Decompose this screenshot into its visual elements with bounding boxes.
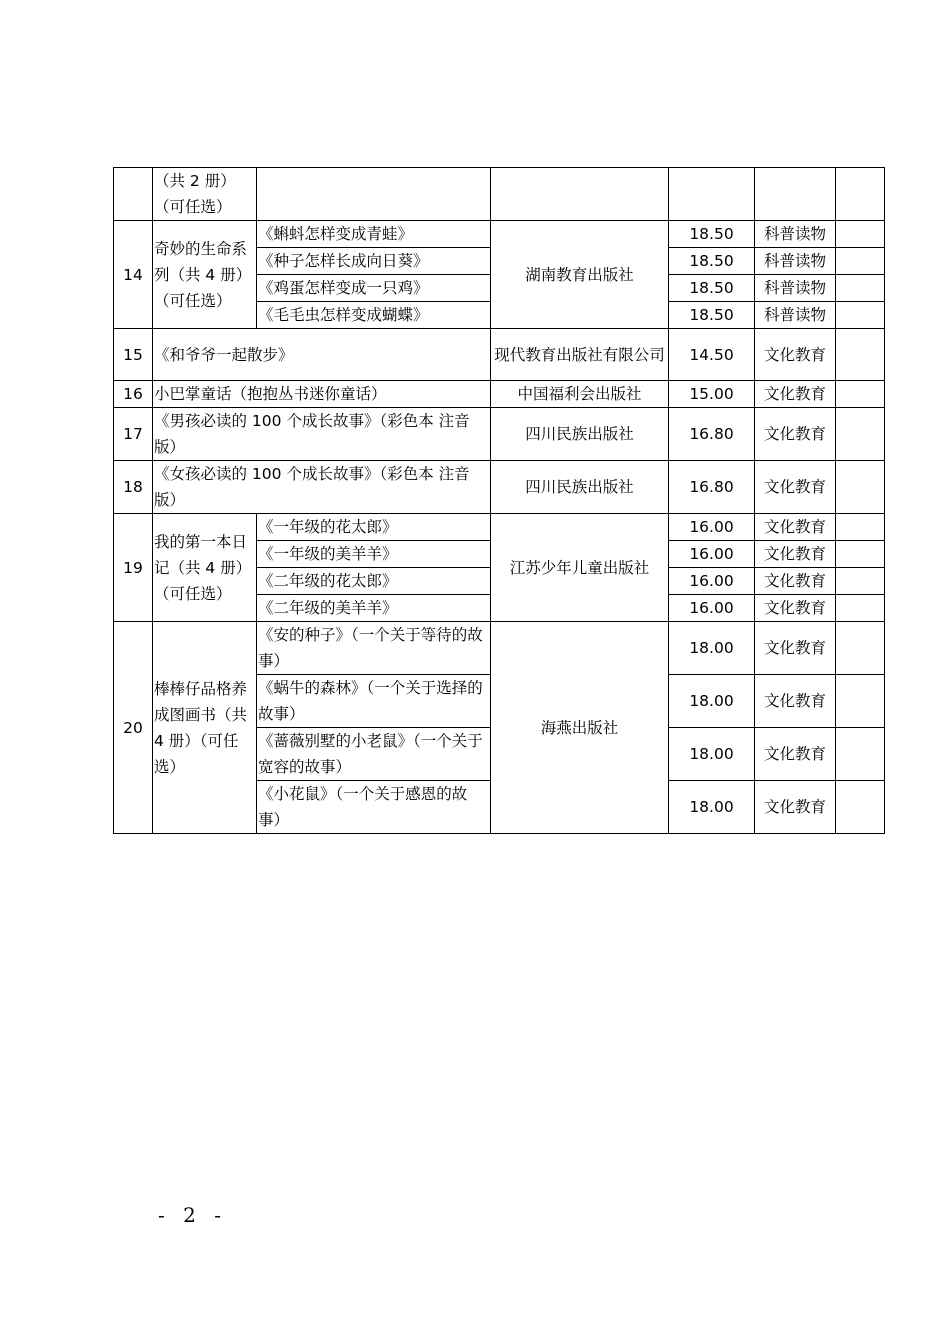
title-cell: 小巴掌童话（抱抱丛书迷你童话） [153,381,491,408]
remark-cell [836,248,885,275]
category-cell: 文化教育 [755,514,836,541]
price-cell: 16.00 [669,568,755,595]
row-number: 18 [114,461,153,514]
category-cell: 文化教育 [755,622,836,675]
category-cell: 文化教育 [755,381,836,408]
price-cell: 18.50 [669,248,755,275]
title-cell: 《种子怎样长成向日葵》 [257,248,491,275]
table-row [114,514,885,541]
title-cell: 《鸡蛋怎样变成一只鸡》 [257,275,491,302]
price-cell: 18.50 [669,275,755,302]
remark-cell [836,302,885,329]
category-cell: 文化教育 [755,541,836,568]
row-number: 19 [114,514,153,622]
publisher-cell: 海燕出版社 [491,622,669,834]
title-cell: 《蔷薇别墅的小老鼠》（一个关于宽容的故事） [257,728,491,781]
title-cell [257,168,491,221]
category-cell: 文化教育 [755,595,836,622]
price-cell: 16.80 [669,461,755,514]
series-cell: 棒棒仔品格养成图画书（共 4 册）（可任选） [153,622,257,834]
publisher-cell: 现代教育出版社有限公司 [491,329,669,381]
row-number [114,168,153,221]
series-cell: （共 2 册）（可任选） [153,168,257,221]
remark-cell [836,408,885,461]
price-cell [669,168,755,221]
price-cell: 16.00 [669,514,755,541]
category-cell [755,168,836,221]
price-cell: 18.00 [669,728,755,781]
row-number: 15 [114,329,153,381]
price-cell: 18.00 [669,781,755,834]
publisher-cell: 四川民族出版社 [491,408,669,461]
title-cell: 《女孩必读的 100 个成长故事》（彩色本 注音版） [153,461,491,514]
remark-cell [836,541,885,568]
title-cell: 《毛毛虫怎样变成蝴蝶》 [257,302,491,329]
publisher-cell: 四川民族出版社 [491,461,669,514]
remark-cell [836,514,885,541]
price-cell: 15.00 [669,381,755,408]
title-cell: 《二年级的花太郎》 [257,568,491,595]
title-cell: 《一年级的美羊羊》 [257,541,491,568]
price-cell: 16.00 [669,595,755,622]
title-cell: 《一年级的花太郎》 [257,514,491,541]
price-cell: 16.00 [669,541,755,568]
category-cell: 文化教育 [755,675,836,728]
remark-cell [836,221,885,248]
page-number: - 2 - [158,1203,227,1227]
title-cell: 《蜗牛的森林》（一个关于选择的故事） [257,675,491,728]
price-cell: 18.50 [669,221,755,248]
category-cell: 科普读物 [755,221,836,248]
title-cell: 《和爷爷一起散步》 [153,329,491,381]
remark-cell [836,275,885,302]
book-list-table [113,167,885,834]
category-cell: 文化教育 [755,408,836,461]
category-cell: 文化教育 [755,781,836,834]
row-number: 17 [114,408,153,461]
title-cell: 《安的种子》（一个关于等待的故事） [257,622,491,675]
title-cell: 《小花鼠》（一个关于感恩的故事） [257,781,491,834]
row-number: 20 [114,622,153,834]
publisher-cell: 江苏少年儿童出版社 [491,514,669,622]
remark-cell [836,568,885,595]
publisher-cell [491,168,669,221]
remark-cell [836,781,885,834]
price-cell: 18.00 [669,675,755,728]
price-cell: 14.50 [669,329,755,381]
publisher-cell: 中国福利会出版社 [491,381,669,408]
category-cell: 科普读物 [755,302,836,329]
remark-cell [836,622,885,675]
category-cell: 科普读物 [755,275,836,302]
title-cell: 《二年级的美羊羊》 [257,595,491,622]
table-row [114,221,885,248]
remark-cell [836,168,885,221]
price-cell: 18.00 [669,622,755,675]
table-row [114,381,885,408]
table-row [114,329,885,381]
series-cell: 我的第一本日记（共 4 册）（可任选） [153,514,257,622]
price-cell: 16.80 [669,408,755,461]
title-cell: 《男孩必读的 100 个成长故事》（彩色本 注音版） [153,408,491,461]
remark-cell [836,728,885,781]
title-cell: 《蝌蚪怎样变成青蛙》 [257,221,491,248]
row-number: 14 [114,221,153,329]
category-cell: 文化教育 [755,329,836,381]
category-cell: 文化教育 [755,728,836,781]
row-number: 16 [114,381,153,408]
category-cell: 科普读物 [755,248,836,275]
table-row [114,408,885,461]
remark-cell [836,461,885,514]
table-row [114,461,885,514]
remark-cell [836,381,885,408]
series-cell: 奇妙的生命系列（共 4 册）（可任选） [153,221,257,329]
remark-cell [836,595,885,622]
category-cell: 文化教育 [755,568,836,595]
table-row [114,168,885,221]
remark-cell [836,329,885,381]
price-cell: 18.50 [669,302,755,329]
table-row [114,622,885,675]
remark-cell [836,675,885,728]
category-cell: 文化教育 [755,461,836,514]
publisher-cell: 湖南教育出版社 [491,221,669,329]
